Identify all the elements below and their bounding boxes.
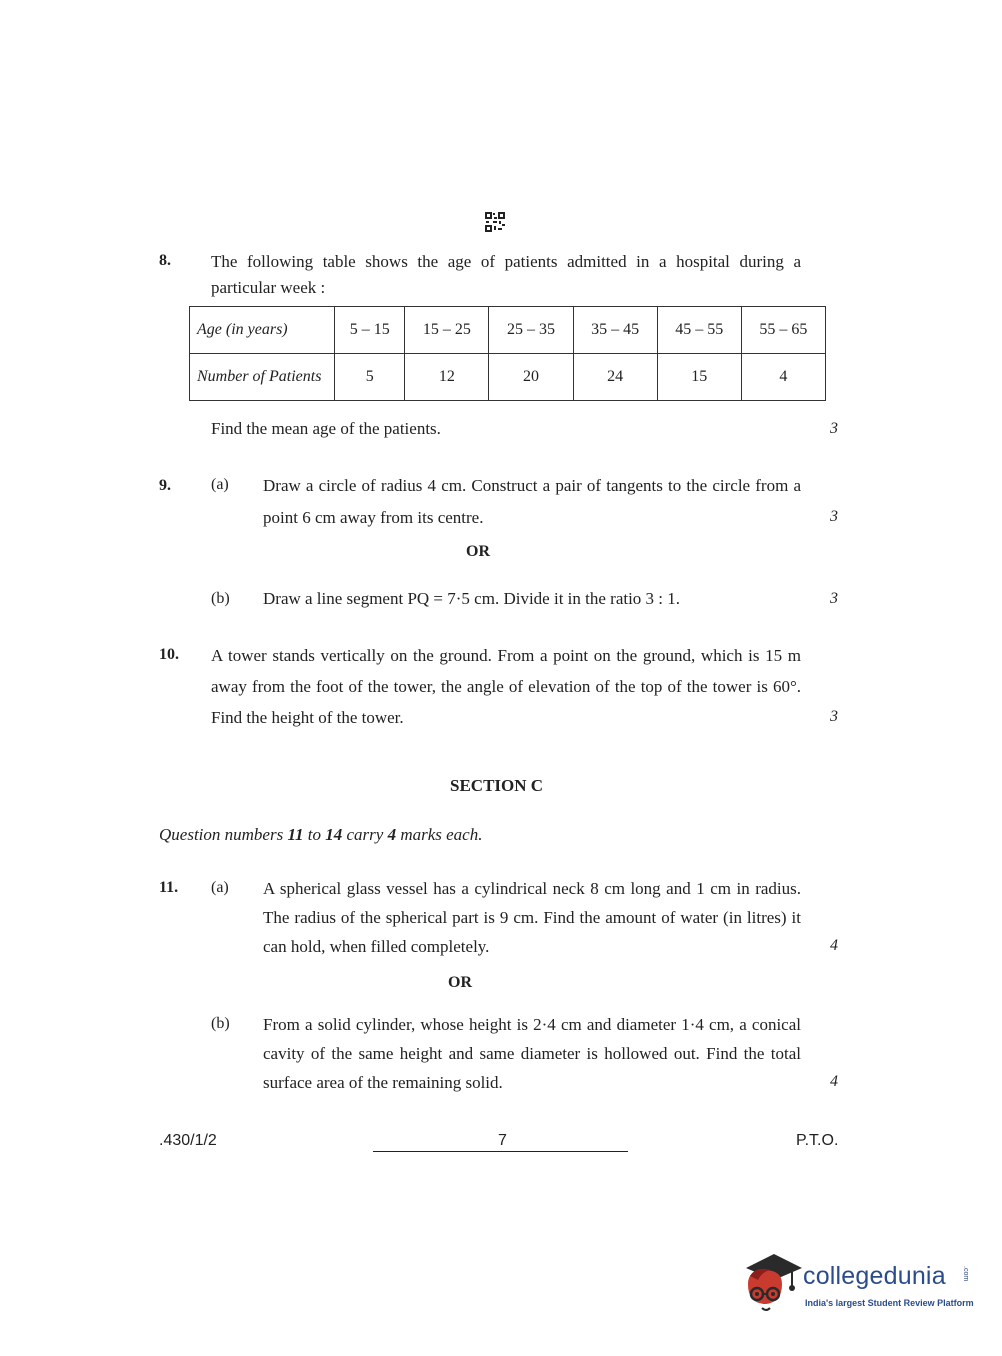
table-cell: 24: [573, 354, 657, 401]
table-row: [190, 354, 826, 401]
q11-b-label: (b): [211, 1015, 230, 1032]
table-cell: 15 – 25: [405, 307, 489, 354]
q11-number: 11.: [159, 879, 179, 896]
q9-number: 9.: [159, 477, 171, 494]
paper-code: .430/1/2: [159, 1132, 217, 1149]
instr-text: to: [303, 825, 326, 844]
table-header-patients: Number of Patients: [190, 354, 335, 401]
table-cell: 5: [335, 354, 405, 401]
q11-or: OR: [448, 974, 472, 991]
q8-text: The following table shows the age of patients admitted in a hospital during a particular week :: [211, 252, 801, 297]
footer-rule: [373, 1151, 628, 1152]
q9-a-text: Draw a circle of radius 4 cm. Construct a pair of tangents to the circle from a point 6 cm away from its centre.: [263, 476, 801, 527]
table-cell: 15: [657, 354, 741, 401]
table-header-age: Age (in years): [190, 307, 335, 354]
instr-text: Question numbers: [159, 825, 288, 844]
q9-a-label: (a): [211, 476, 229, 493]
table-cell: 12: [405, 354, 489, 401]
instr-bold: 11: [287, 825, 304, 844]
table-cell: 5 – 15: [335, 307, 405, 354]
q9-b-label: (b): [211, 590, 230, 607]
q8-question: Find the mean age of the patients.: [211, 419, 441, 438]
table-cell: 20: [489, 354, 573, 401]
logo-suffix: .com: [962, 1266, 969, 1282]
instr-text: carry: [342, 825, 388, 844]
instr-bold: 4: [387, 825, 397, 844]
q8-marks: 3: [830, 420, 838, 437]
q11-b-text: From a solid cylinder, whose height is 2·4 cm and diameter 1·4 cm, a conical cavity of the same height and same diameter is hollowed out. Find the total surface area of the remaining solid.: [263, 1015, 801, 1092]
table-row: [190, 307, 826, 354]
page-number: 7: [498, 1132, 507, 1149]
section-instructions: [159, 825, 482, 845]
q9-b-marks: 3: [830, 590, 838, 607]
collegedunia-mascot-icon: [740, 1246, 804, 1320]
pto-label: P.T.O.: [796, 1132, 839, 1149]
table-cell: 55 – 65: [741, 307, 825, 354]
table-cell: 25 – 35: [489, 307, 573, 354]
table-cell: 45 – 55: [657, 307, 741, 354]
q8-number: 8.: [159, 252, 171, 269]
instr-text: marks each.: [396, 825, 483, 844]
q10-text: A tower stands vertically on the ground. From a point on the ground, which is 15 m away from the foot of the tower, the angle of elevation of the top of the tower is 60°. Find the height of the tower.: [211, 646, 801, 727]
table-cell: 4: [741, 354, 825, 401]
q10-marks: 3: [830, 708, 838, 725]
q11-a-marks: 4: [830, 937, 838, 954]
q9-or: OR: [466, 543, 490, 560]
table-cell: 35 – 45: [573, 307, 657, 354]
section-title: SECTION C: [450, 776, 544, 795]
logo-tagline: India's largest Student Review Platform: [805, 1298, 974, 1308]
q9-b-text: Draw a line segment PQ = 7·5 cm. Divide it in the ratio 3 : 1.: [263, 589, 681, 608]
q11-a-label: (a): [211, 879, 229, 896]
q11-b-marks: 4: [830, 1073, 838, 1090]
qr-code-icon: [485, 212, 505, 232]
q9-a-marks: 3: [830, 508, 838, 525]
q11-a-text: A spherical glass vessel has a cylindrical neck 8 cm long and 1 cm in radius. The radius of the spherical part is 9 cm. Find the amount of water (in litres) it can hold, when filled completely.: [263, 879, 801, 956]
logo-wordmark: collegedunia: [803, 1262, 946, 1290]
patients-table: [189, 306, 826, 401]
q10-number: 10.: [159, 646, 179, 663]
instr-bold: 14: [325, 825, 343, 844]
